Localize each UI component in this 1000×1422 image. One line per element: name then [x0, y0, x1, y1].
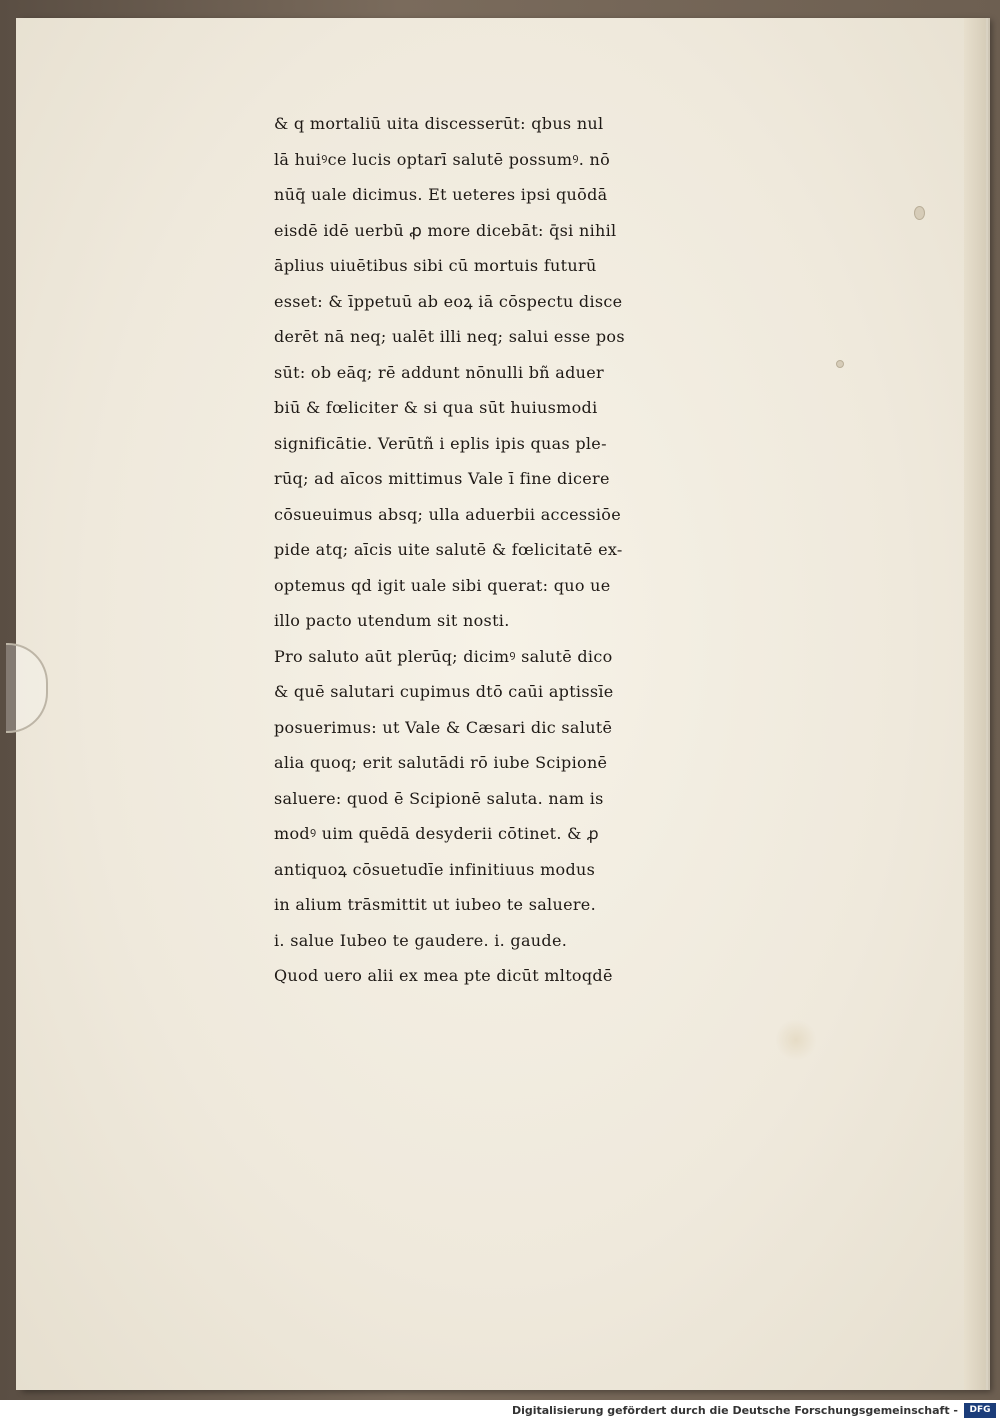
- paper-mark: [836, 360, 844, 368]
- text-line: sūt: ob eāq; rē addunt nōnulli bñ aduer: [274, 362, 604, 382]
- text-line: āplius uiuētibus sibi cū mortuis futurū: [274, 256, 597, 275]
- text-line: posuerimus: ut Vale & Cæsari dic salutē: [274, 717, 613, 737]
- book-page: [16, 18, 986, 1390]
- page-edge: [964, 18, 986, 1390]
- text-line: nūq̄ uale dicimus. Et ueteres ipsi quōdā: [274, 185, 608, 204]
- text-line: saluere: quod ē Scipionē saluta. nam is: [274, 788, 604, 808]
- text-line: Pro saluto aūt plerūq; dicimꝰ salutē dico: [274, 646, 613, 666]
- text-line: derēt nā neq; ualēt illi neq; salui esse pos: [274, 327, 625, 346]
- text-line: antiquoꝝ cōsuetudīe infinitiuus modus: [274, 859, 596, 879]
- text-line: biū & fœliciter & si qua sūt huiusmodi: [274, 398, 598, 417]
- text-line: modꝰ uim quēdā desyderii cōtinet. & ꝓ: [274, 824, 599, 843]
- text-line: eisdē idē uerbū ꝓ more dicebāt: q̄si nihil: [274, 220, 617, 240]
- text-line: optemus qd igit uale sibi querat: quo ue: [274, 575, 611, 595]
- paper-stain: [776, 1018, 816, 1062]
- text-line: Quod uero alii ex mea pte dicūt mltoqdē: [274, 966, 613, 985]
- text-line: significātie. Verūtñ i eplis ipis quas ple-: [274, 433, 607, 453]
- text-line: rūq; ad aīcos mittimus Vale ī fine dicere: [274, 469, 610, 488]
- text-line: & q mortaliū uita discesserūt: qbus nul: [274, 114, 604, 133]
- paper-mark: [914, 206, 925, 220]
- text-line: cōsueuimus absq; ulla aduerbii accessiōe: [274, 504, 621, 524]
- footer-credit: Digitalisierung gefördert durch die Deutsche Forschungsgemeinschaft -: [511, 1404, 958, 1417]
- text-line: & quē salutari cupimus dtō caūi aptissīe: [274, 682, 614, 701]
- latin-text-block: [274, 106, 834, 994]
- text-line: illo pacto utendum sit nosti.: [274, 611, 510, 630]
- dfg-logo: DFG: [964, 1403, 996, 1418]
- text-line: i. salue Iubeo te gaudere. i. gaude.: [274, 930, 568, 950]
- page-clip: [6, 643, 48, 733]
- text-line: in alium trāsmittit ut iubeo te saluere.: [274, 895, 596, 914]
- text-line: pide atq; aīcis uite salutē & fœlicitatē ex-: [274, 540, 623, 559]
- text-line: esset: & īppetuū ab eoꝝ iā cōspectu disce: [274, 291, 623, 311]
- text-line: lā huiꝰce lucis optarī salutē possumꝰ. nō: [274, 149, 611, 169]
- text-line: alia quoq; erit salutādi rō iube Scipionē: [274, 753, 608, 772]
- digitization-footer: [0, 1400, 1000, 1422]
